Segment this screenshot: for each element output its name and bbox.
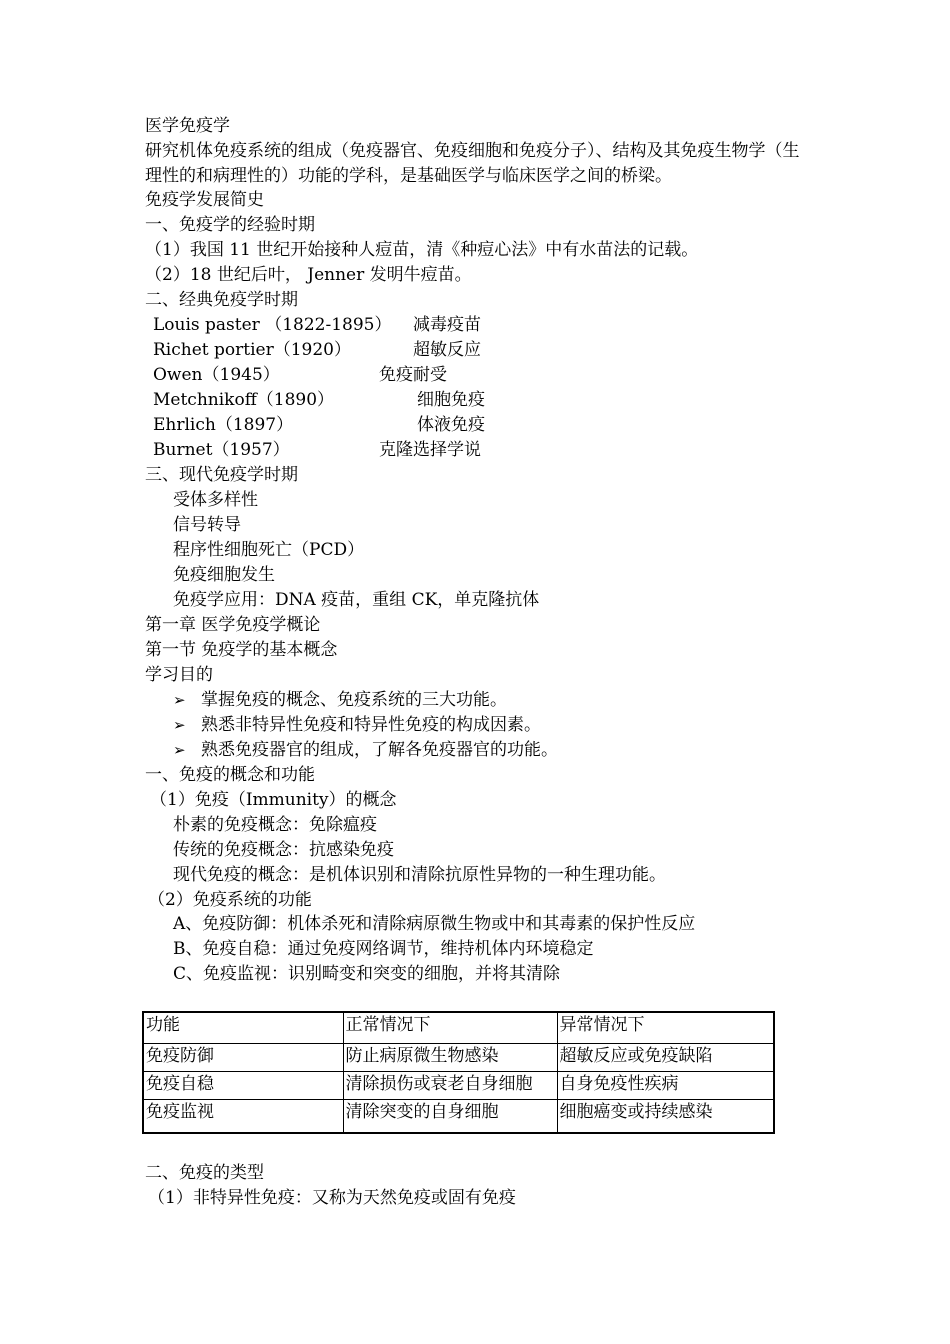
period1-item: （2）18 世纪后叶， Jenner 发明牛痘苗。 [145, 265, 472, 285]
period3-heading: 三、现代免疫学时期 [145, 465, 298, 485]
goals-heading: 学习目的 [145, 665, 213, 685]
table-cell: 自身免疫性疾病 [557, 1072, 774, 1100]
scientist-topic: 减毒疫苗 [413, 315, 481, 335]
concept-heading: 一、免疫的概念和功能 [145, 765, 315, 785]
scientist-topic: 免疫耐受 [379, 365, 447, 385]
period3-item: 受体多样性 [173, 490, 258, 510]
table-header-cell: 功能 [143, 1012, 343, 1044]
table-header-row [143, 1012, 774, 1044]
period3-item: 免疫细胞发生 [173, 565, 275, 585]
scientist-name: Louis paster （1822-1895） [153, 315, 392, 335]
period3-item: 免疫学应用：DNA 疫苗，重组 CK，单克隆抗体 [173, 590, 540, 610]
doc-title: 医学免疫学 [145, 116, 230, 136]
period1-item: （1）我国 11 世纪开始接种人痘苗，清《种痘心法》中有水苗法的记载。 [145, 240, 699, 260]
function-sub-heading: （2）免疫系统的功能 [148, 890, 312, 910]
chapter-heading: 第一章 医学免疫学概论 [145, 615, 321, 635]
scientist-topic: 克隆选择学说 [379, 440, 481, 460]
period2-heading: 二、经典免疫学时期 [145, 290, 298, 310]
function-item: B、免疫自稳：通过免疫网络调节，维持机体内环境稳定 [173, 939, 594, 959]
table-cell: 清除损伤或衰老自身细胞 [343, 1072, 557, 1100]
goal-item [173, 713, 541, 738]
arrow-bullet-icon: ➢ [173, 691, 186, 709]
section-heading: 第一节 免疫学的基本概念 [145, 640, 338, 660]
table-cell: 免疫防御 [143, 1044, 343, 1072]
scientist-name: Metchnikoff（1890） [153, 390, 335, 410]
arrow-bullet-icon: ➢ [173, 716, 186, 734]
function-table [142, 1011, 775, 1134]
scientist-topic: 细胞免疫 [417, 390, 485, 410]
arrow-bullet-icon: ➢ [173, 741, 186, 759]
intro-paragraph: 研究机体免疫系统的组成（免疫器官、免疫细胞和免疫分子）、结构及其免疫生物学（生理性的和病理性的）功能的学科，是基础医学与临床医学之间的桥梁。 [145, 141, 800, 186]
scientist-name: Richet portier（1920） [153, 340, 351, 360]
scientist-topic: 超敏反应 [413, 340, 481, 360]
concept-item: 现代免疫的概念：是机体识别和清除抗原性异物的一种生理功能。 [173, 865, 666, 885]
table-cell: 细胞癌变或持续感染 [557, 1100, 774, 1134]
history-heading: 免疫学发展简史 [145, 190, 264, 210]
types-item: （1）非特异性免疫：又称为天然免疫或固有免疫 [148, 1188, 516, 1208]
table-row [143, 1072, 774, 1100]
table-row [143, 1044, 774, 1072]
table-cell: 免疫监视 [143, 1100, 343, 1134]
table-header-cell: 正常情况下 [343, 1012, 557, 1044]
scientist-name: Owen（1945） [153, 365, 280, 385]
period1-heading: 一、免疫学的经验时期 [145, 215, 315, 235]
goal-item [173, 688, 507, 713]
table-cell: 清除突变的自身细胞 [343, 1100, 557, 1134]
concept-item: 朴素的免疫概念：免除瘟疫 [173, 815, 377, 835]
goal-text: 熟悉免疫器官的组成，了解各免疫器官的功能。 [201, 740, 558, 760]
scientist-name: Burnet（1957） [153, 440, 290, 460]
table-row [143, 1100, 774, 1134]
function-item: C、免疫监视：识别畸变和突变的细胞，并将其清除 [173, 964, 561, 984]
period3-item: 程序性细胞死亡（PCD） [173, 540, 365, 560]
concept-sub-heading: （1）免疫（Immunity）的概念 [150, 790, 397, 810]
table-cell: 免疫自稳 [143, 1072, 343, 1100]
goal-text: 掌握免疫的概念、免疫系统的三大功能。 [201, 690, 507, 710]
table-cell: 超敏反应或免疫缺陷 [557, 1044, 774, 1072]
function-item: A、免疫防御：机体杀死和清除病原微生物或中和其毒素的保护性反应 [173, 914, 696, 934]
table-cell: 防止病原微生物感染 [343, 1044, 557, 1072]
types-heading: 二、免疫的类型 [145, 1163, 264, 1183]
concept-item: 传统的免疫概念：抗感染免疫 [173, 840, 394, 860]
goal-text: 熟悉非特异性免疫和特异性免疫的构成因素。 [201, 715, 541, 735]
scientist-name: Ehrlich（1897） [153, 415, 294, 435]
period3-item: 信号转导 [173, 515, 241, 535]
scientist-topic: 体液免疫 [417, 415, 485, 435]
table-header-cell: 异常情况下 [557, 1012, 774, 1044]
goal-item [173, 738, 558, 763]
